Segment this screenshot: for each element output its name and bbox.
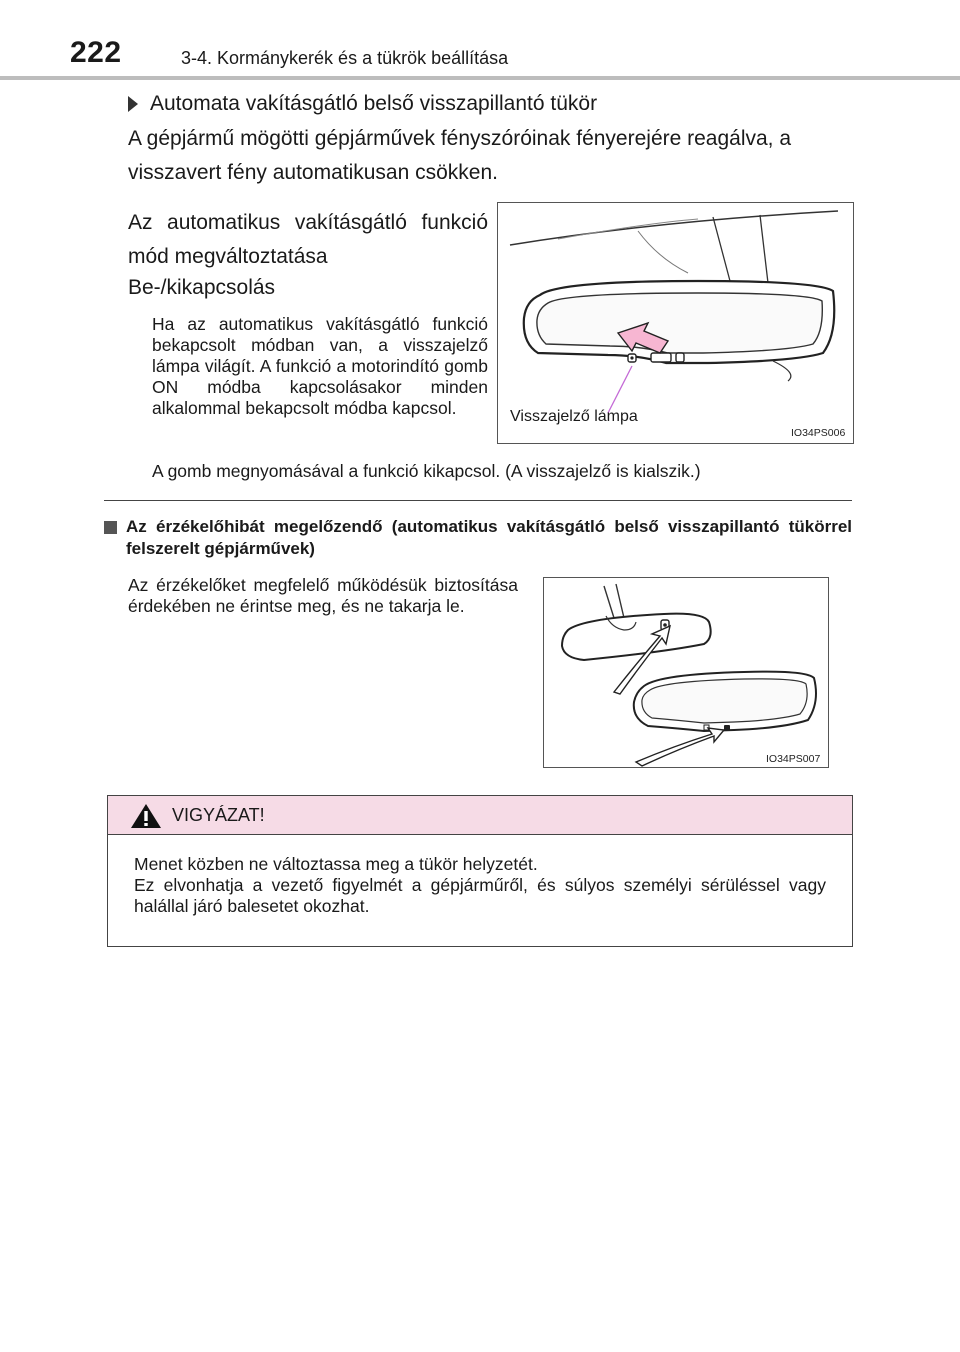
sensor-illustration bbox=[544, 578, 828, 767]
square-bullet-icon bbox=[104, 521, 117, 534]
chapter-title: 3-4. Kormánykerék és a tükrök beállítása bbox=[181, 48, 509, 68]
figure-code-2: IO34PS007 bbox=[766, 753, 821, 765]
mirror-illustration bbox=[498, 203, 853, 443]
triangle-bullet-icon bbox=[128, 96, 138, 112]
section-divider bbox=[104, 500, 852, 501]
mirror-figure bbox=[497, 202, 854, 444]
note-heading-text: Az érzékelőhibát megelőzendő (automatikus vakításgátló belső visszapillantó tükörrel felszerelt gépjárművek) bbox=[126, 517, 852, 558]
description-tail: A gomb megnyomásával a funkció kikapcsol. (A visszajelző is kialszik.) bbox=[152, 461, 701, 481]
description: Ha az automatikus vakításgátló funkció bekapcsolt módban van, a visszajelző lámpa világít. A funkció a motorindító gomb ON módba kapcsolásakor minden alkalommal bekapcsolt módba kapcsol. bbox=[152, 314, 488, 418]
caution-header bbox=[108, 796, 852, 835]
caution-title: VIGYÁZAT! bbox=[172, 805, 265, 825]
page-number: 222 bbox=[70, 36, 122, 69]
section-title bbox=[128, 92, 597, 116]
note-body: Az érzékelőket megfelelő működésük biztosítása érdekében ne érintse meg, és ne takarja le. bbox=[128, 575, 518, 616]
caution-text bbox=[134, 854, 826, 917]
note-heading bbox=[104, 516, 852, 560]
intro-paragraph: A gépjármű mögötti gépjárművek fényszóróinak fényerejére reagálva, a visszavert fény automatikusan csökken. bbox=[128, 127, 792, 184]
figure-code: IO34PS006 bbox=[791, 427, 846, 439]
caution-box bbox=[107, 795, 853, 947]
caution-line-1: Menet közben ne változtassa meg a tükör helyzetét. bbox=[134, 854, 538, 874]
sub-heading: Az automatikus vakításgátló funkció mód megváltoztatása bbox=[128, 211, 488, 268]
caution-line-2: Ez elvonhatja a vezető figyelmét a gépjárműről, és súlyos személyi sérüléssel vagy halállal járó balesetet okozhat. bbox=[134, 875, 826, 916]
header-divider bbox=[0, 76, 960, 80]
indicator-lamp-label: Visszajelző lámpa bbox=[510, 408, 638, 425]
sub-label: Be-/kikapcsolás bbox=[128, 276, 276, 299]
section-title-text: Automata vakításgátló belső visszapillantó tükör bbox=[150, 92, 598, 115]
sensor-figure bbox=[543, 577, 829, 768]
warning-triangle-icon bbox=[129, 802, 163, 830]
